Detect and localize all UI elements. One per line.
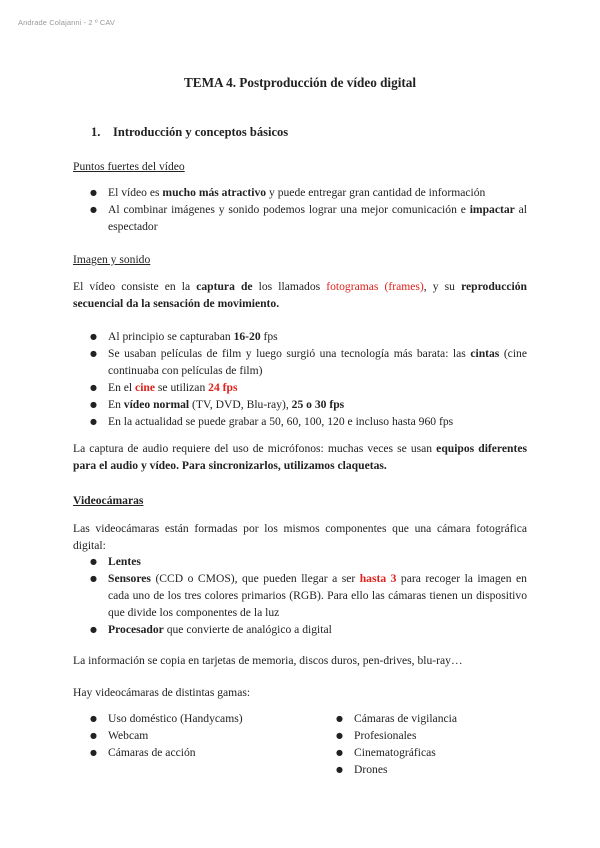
bullet-icon: ● bbox=[90, 205, 97, 214]
storage-paragraph: La información se copia en tarjetas de memoria, discos duros, pen-drives, blu-ray… bbox=[73, 654, 463, 667]
bullet-icon: ● bbox=[90, 383, 97, 392]
bullet-icon: ● bbox=[90, 731, 97, 740]
bullet-icon: ● bbox=[90, 417, 97, 426]
header-note: Andrade Colajanni - 2 º CAV bbox=[18, 18, 116, 27]
list-item: ● Webcam bbox=[90, 729, 149, 742]
list-item: ● En la actualidad se puede grabar a 50, 60, 100, 120 e incluso hasta 960 fps bbox=[90, 415, 454, 428]
bullet-icon: ● bbox=[90, 625, 97, 634]
list-item: ● Lentes bbox=[90, 555, 141, 568]
list-item: ● Procesador que convierte de analógico a digital bbox=[90, 623, 332, 636]
components-list bbox=[73, 553, 527, 638]
list-item: ● Drones bbox=[336, 763, 388, 776]
bullet-icon: ● bbox=[90, 332, 97, 341]
list-item: ● Se usaban películas de film y luego surgió una tecnología más barata: las cintas (cine continuaba con películas de film) bbox=[90, 347, 527, 377]
section-heading bbox=[73, 124, 527, 141]
subheading-imagen: Imagen y sonido bbox=[73, 253, 151, 266]
gamas-list-right bbox=[319, 710, 527, 778]
audio-paragraph: La captura de audio requiere del uso de micrófonos: muchas veces se usan equipos diferentes para el audio y vídeo. Para sincronizarlos, utilizamos claquetas. bbox=[73, 442, 527, 472]
subheading-videocamaras: Videocámaras bbox=[73, 494, 144, 507]
list-item: ● Al combinar imágenes y sonido podemos lograr una mejor comunicación e impactar al espectador bbox=[90, 203, 527, 233]
imagen-intro: El vídeo consiste en la captura de los llamados fotogramas (frames), y su reproducción secuencial da la sensación de movimiento. bbox=[73, 280, 528, 310]
list-item: ● Sensores (CCD o CMOS), que pueden llegar a ser hasta 3 para recoger la imagen en cada uno de los tres colores primarios (RGB). Para ello las cámaras tienen un dispositivo que divide los componentes de la luz bbox=[90, 572, 527, 619]
bullet-icon: ● bbox=[336, 748, 343, 757]
list-item: ● Profesionales bbox=[336, 729, 417, 742]
list-item: ● En el cine se utilizan 24 fps bbox=[90, 381, 238, 394]
list-item: ● Uso doméstico (Handycams) bbox=[90, 712, 243, 725]
list-item: ● Al principio se capturaban 16-20 fps bbox=[90, 330, 278, 343]
fps-list bbox=[73, 328, 527, 430]
bullet-icon: ● bbox=[90, 349, 97, 358]
gamas-columns bbox=[73, 710, 527, 780]
bullet-icon: ● bbox=[90, 557, 97, 566]
videocamaras-intro: Las videocámaras están formadas por los mismos componentes que una cámara fotográfica digital: bbox=[73, 522, 527, 552]
bullet-icon: ● bbox=[90, 714, 97, 723]
subheading-puntos: Puntos fuertes del vídeo bbox=[73, 160, 185, 173]
list-item: ● En vídeo normal (TV, DVD, Blu-ray), 25 o 30 fps bbox=[90, 398, 345, 411]
bullet-icon: ● bbox=[90, 188, 97, 197]
puntos-list bbox=[73, 184, 527, 235]
bullet-icon: ● bbox=[336, 765, 343, 774]
bullet-icon: ● bbox=[90, 400, 97, 409]
bullet-icon: ● bbox=[90, 748, 97, 757]
list-item: ● Cámaras de vigilancia bbox=[336, 712, 458, 725]
bullet-icon: ● bbox=[336, 731, 343, 740]
section-title: Introducción y conceptos básicos bbox=[113, 125, 289, 139]
gamas-paragraph: Hay videocámaras de distintas gamas: bbox=[73, 686, 251, 699]
bullet-icon: ● bbox=[336, 714, 343, 723]
bullet-icon: ● bbox=[90, 574, 97, 583]
list-item: ● El vídeo es mucho más atractivo y puede entregar gran cantidad de información bbox=[90, 186, 486, 199]
gamas-list-left bbox=[73, 710, 333, 761]
list-item: ● Cinematográficas bbox=[336, 746, 436, 759]
document-title: TEMA 4. Postproducción de vídeo digital bbox=[183, 75, 417, 90]
list-item: ● Cámaras de acción bbox=[90, 746, 196, 759]
section-number: 1. bbox=[91, 125, 101, 139]
